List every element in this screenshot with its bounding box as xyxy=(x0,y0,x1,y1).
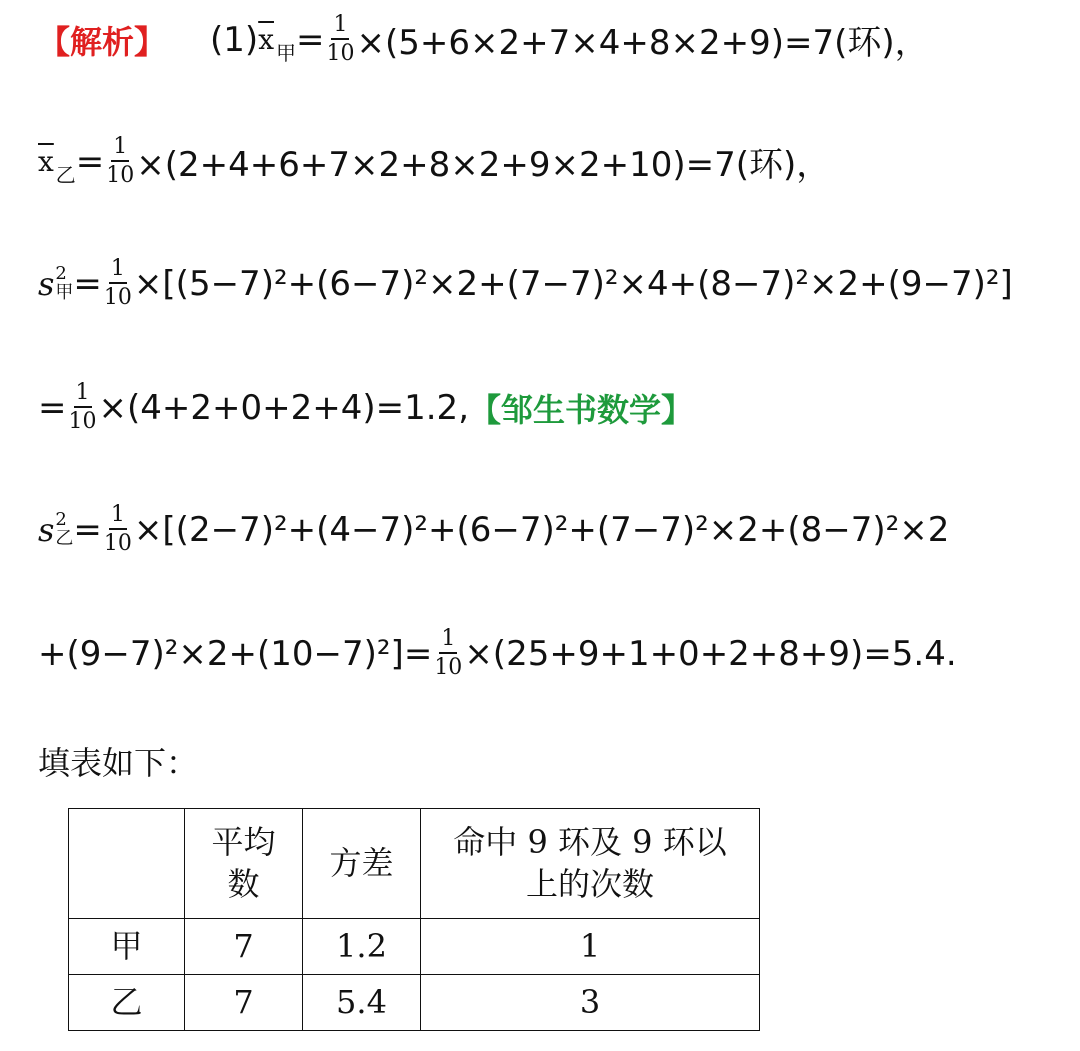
solution-line-3 xyxy=(38,258,1013,309)
mean-yi-expression: ×(2+4+6+7×2+8×2+9×2+10)=7(环)， xyxy=(136,145,831,185)
variance-yi-result: ×(25+9+1+0+2+8+9)=5.4. xyxy=(464,633,957,674)
fraction-one-tenth: $\frac{1}{10}$ xyxy=(103,256,132,310)
table-cell: 7 xyxy=(185,975,303,1031)
table-header-cell: 平均 数 xyxy=(185,809,303,919)
equals-sign: = xyxy=(73,509,102,550)
results-table xyxy=(68,808,760,1031)
equals-sign: = xyxy=(73,263,102,304)
table-row xyxy=(69,919,760,975)
table-header-row xyxy=(69,809,760,919)
table-cell: 1.2 xyxy=(303,919,421,975)
author-watermark: 【邹生书数学】 xyxy=(469,390,694,429)
variance-jia-expression: ×[(5−7)²+(6−7)²×2+(7−7)²×4+(8−7)²×2+(9−7)²] xyxy=(133,263,1013,304)
part-label: (1) xyxy=(210,19,259,60)
table-row xyxy=(69,975,760,1031)
table-header-cell: 方差 xyxy=(303,809,421,919)
variance-jia-symbol: s 2 甲 xyxy=(38,262,74,303)
table-cell: 甲 xyxy=(69,919,185,975)
fraction-one-tenth: $\frac{1}{10}$ xyxy=(68,380,97,434)
table-cell: 乙 xyxy=(69,975,185,1031)
variance-jia-result: ×(4+2+0+2+4)=1.2, xyxy=(98,387,469,428)
solution-line-5 xyxy=(38,504,949,555)
table-header-cell xyxy=(69,809,185,919)
variance-yi-expression-cont: +(9−7)²×2+(10−7)²]= xyxy=(38,633,433,674)
fraction-one-tenth: $\frac{1}{10}$ xyxy=(326,12,355,66)
table-cell: 5.4 xyxy=(303,975,421,1031)
variance-yi-symbol: s 2 乙 xyxy=(38,508,74,549)
table-cell: 1 xyxy=(421,919,760,975)
table-cell: 3 xyxy=(421,975,760,1031)
mean-jia-expression: ×(5+6×2+7×4+8×2+9)=7(环)， xyxy=(356,23,929,63)
analysis-tag: 【解析】 xyxy=(38,22,167,61)
equals-sign: = xyxy=(75,141,105,182)
solution-line-6 xyxy=(38,628,957,679)
solution-line-2 xyxy=(38,136,830,187)
fraction-one-tenth: $\frac{1}{10}$ xyxy=(103,502,132,556)
table-intro: 填表如下： xyxy=(38,744,199,782)
fraction-one-tenth: $\frac{1}{10}$ xyxy=(434,626,463,680)
variance-yi-expression: ×[(2−7)²+(4−7)²+(6−7)²+(7−7)²×2+(8−7)²×2 xyxy=(133,509,950,550)
table-cell: 7 xyxy=(185,919,303,975)
solution-line-1 xyxy=(38,14,929,65)
fraction-one-tenth: $\frac{1}{10}$ xyxy=(106,134,135,188)
equals-sign: = xyxy=(38,387,67,428)
mean-jia-symbol: $\overline{x}$ 甲 xyxy=(258,23,296,65)
table-header-cell: 命中 9 环及 9 环以 上的次数 xyxy=(421,809,760,919)
mean-yi-symbol: $\overline{x}$ 乙 xyxy=(38,145,76,187)
equals-sign: = xyxy=(295,19,325,60)
solution-line-4 xyxy=(38,382,693,433)
